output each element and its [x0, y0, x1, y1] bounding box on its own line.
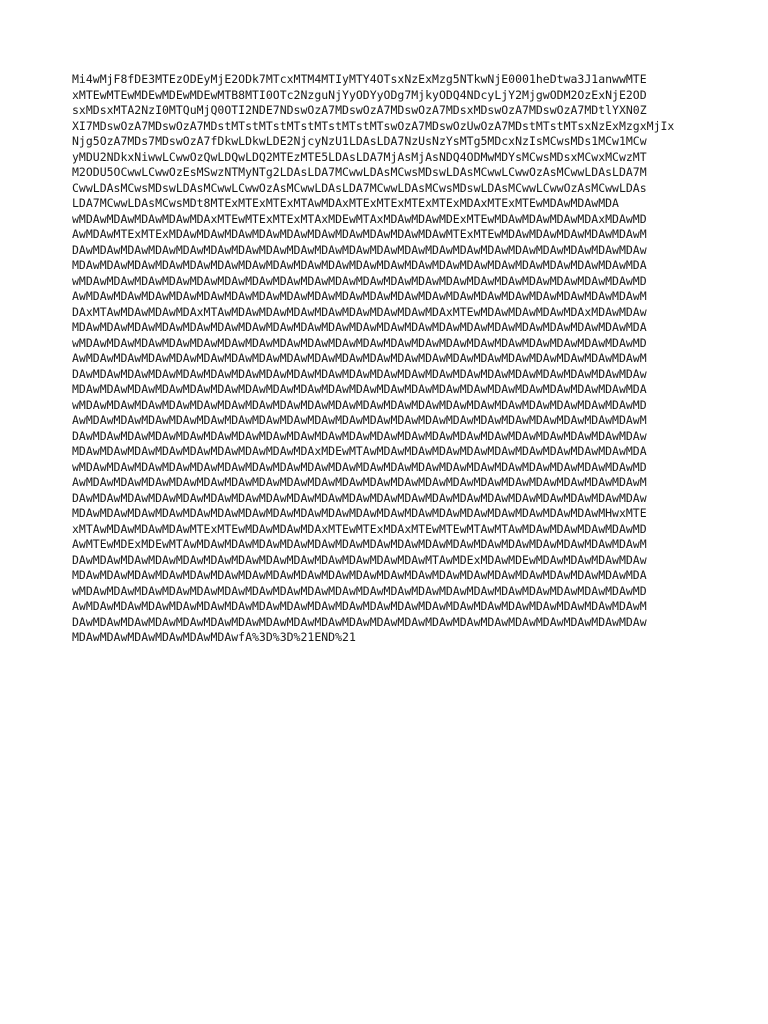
text-line: MDAwMDAwMDAwMDAwMDAwMDAwfA%3D%3D%21END%21 [72, 630, 356, 644]
text-line: AwMDAwMDAwMDAwMDAwMDAwMDAwMDAwMDAwMDAwMDAwMDAwMDAwMDAwMDAwMDAwMDAwMDAwMDAwMDAwMDAwM [72, 289, 647, 303]
text-line: wMDAwMDAwMDAwMDAwMDAxMTEwMTExMTExMTAxMDEwMTAxMDAwMDAwMDExMTEwMDAwMDAwMDAwMDAxMDAwMD [72, 211, 647, 226]
text-line: AwMDAwMDAwMDAwMDAwMDAwMDAwMDAwMDAwMDAwMDAwMDAwMDAwMDAwMDAwMDAwMDAwMDAwMDAwMDAwMDAwM [72, 413, 647, 427]
text-line: xMTEwMTEwMDEwMDEwMDEwMTB8MTI0OTc2NzguNjYyODYyODg7MjkyODQ4NDcyLjY2MjgwODM2OzExNjE2OD [72, 87, 647, 102]
encoded-text-block [72, 72, 700, 646]
text-line: yMDU2NDkxNiwwLCwwOzQwLDQwLDQ2MTEzMTE5LDAsLDA7MjAsMjAsNDQ4ODMwMDYsMCwsMDsxMCwxMCwzMT [72, 149, 647, 164]
text-line: Njg5OzA7MDs7MDswOzA7fDkwLDkwLDE2NjcyNzU1LDAsLDA7NzUsNzYsMTg5MDcxNzIsMCwsMDs1MCw1MCw [72, 134, 647, 148]
text-line: AwMTEwMDExMDEwMTAwMDAwMDAwMDAwMDAwMDAwMDAwMDAwMDAwMDAwMDAwMDAwMDAwMDAwMDAwMDAwMDAwM [72, 537, 647, 551]
text-line: MDAwMDAwMDAwMDAwMDAwMDAwMDAwMDAwMDAwMDAwMDAwMDAwMDAwMDAwMDAwMDAwMDAwMDAwMDAwMDAwMDA [72, 320, 647, 334]
text-line: wMDAwMDAwMDAwMDAwMDAwMDAwMDAwMDAwMDAwMDAwMDAwMDAwMDAwMDAwMDAwMDAwMDAwMDAwMDAwMDAwMD [72, 459, 647, 474]
text-line: MDAwMDAwMDAwMDAwMDAwMDAwMDAwMDAwMDAwMDAwMDAwMDAwMDAwMDAwMDAwMDAwMDAwMDAwMDAwMDAwMDA [72, 382, 647, 396]
text-line: DAwMDAwMDAwMDAwMDAwMDAwMDAwMDAwMDAwMDAwMDAwMDAwMDAwMTAwMDExMDAwMDEwMDAwMDAwMDAwMDAw [72, 552, 647, 567]
text-line: DAxMTAwMDAwMDAwMDAxMTAwMDAwMDAwMDAwMDAwMDAwMDAwMDAwMDAxMTEwMDAwMDAwMDAwMDAxMDAwMDAw [72, 304, 647, 319]
text-line: DAwMDAwMDAwMDAwMDAwMDAwMDAwMDAwMDAwMDAwMDAwMDAwMDAwMDAwMDAwMDAwMDAwMDAwMDAwMDAwMDAw [72, 428, 647, 443]
text-line: wMDAwMDAwMDAwMDAwMDAwMDAwMDAwMDAwMDAwMDAwMDAwMDAwMDAwMDAwMDAwMDAwMDAwMDAwMDAwMDAwMD [72, 335, 647, 350]
text-line: DAwMDAwMDAwMDAwMDAwMDAwMDAwMDAwMDAwMDAwMDAwMDAwMDAwMDAwMDAwMDAwMDAwMDAwMDAwMDAwMDAw [72, 614, 647, 629]
text-line: DAwMDAwMDAwMDAwMDAwMDAwMDAwMDAwMDAwMDAwMDAwMDAwMDAwMDAwMDAwMDAwMDAwMDAwMDAwMDAwMDAw [72, 366, 647, 381]
text-line: M2ODU5OCwwLCwwOzEsMSwzNTMyNTg2LDAsLDA7MCwwLDAsMCwsMDswLDAsMCwwLCwwOzAsMCwwLDAsLDA7M [72, 165, 647, 179]
text-line: wMDAwMDAwMDAwMDAwMDAwMDAwMDAwMDAwMDAwMDAwMDAwMDAwMDAwMDAwMDAwMDAwMDAwMDAwMDAwMDAwMD [72, 583, 647, 598]
text-line: AwMDAwMTExMTExMDAwMDAwMDAwMDAwMDAwMDAwMDAwMDAwMDAwMDAwMTExMTEwMDAwMDAwMDAwMDAwMDAwM [72, 227, 647, 241]
text-line: AwMDAwMDAwMDAwMDAwMDAwMDAwMDAwMDAwMDAwMDAwMDAwMDAwMDAwMDAwMDAwMDAwMDAwMDAwMDAwMDAwM [72, 599, 647, 613]
text-line: wMDAwMDAwMDAwMDAwMDAwMDAwMDAwMDAwMDAwMDAwMDAwMDAwMDAwMDAwMDAwMDAwMDAwMDAwMDAwMDAwMD [72, 397, 647, 412]
text-line: AwMDAwMDAwMDAwMDAwMDAwMDAwMDAwMDAwMDAwMDAwMDAwMDAwMDAwMDAwMDAwMDAwMDAwMDAwMDAwMDAwM [72, 351, 647, 365]
text-line: MDAwMDAwMDAwMDAwMDAwMDAwMDAwMDAwMDAwMDAwMDAwMDAwMDAwMDAwMDAwMDAwMDAwMDAwMDAwMDAwMDA [72, 568, 647, 582]
text-line: wMDAwMDAwMDAwMDAwMDAwMDAwMDAwMDAwMDAwMDAwMDAwMDAwMDAwMDAwMDAwMDAwMDAwMDAwMDAwMDAwMD [72, 273, 647, 288]
text-line: DAwMDAwMDAwMDAwMDAwMDAwMDAwMDAwMDAwMDAwMDAwMDAwMDAwMDAwMDAwMDAwMDAwMDAwMDAwMDAwMDAw [72, 490, 647, 505]
text-line: sxMDsxMTA2NzI0MTQuMjQ0OTI2NDE7NDswOzA7MDswOzA7MDswOzA7MDsxMDswOzA7MDswOzA7MDtlYXN0Z [72, 103, 647, 117]
text-line: xMTAwMDAwMDAwMDAwMTExMTEwMDAwMDAwMDAxMTEwMTExMDAxMTEwMTEwMTAwMTAwMDAwMDAwMDAwMDAwMD [72, 521, 647, 536]
text-line: LDA7MCwwLDAsMCwsMDt8MTExMTExMTExMTAwMDAxMTExMTExMTExMTExMDAxMTExMTEwMDAwMDAwMDA [72, 196, 619, 210]
text-line: CwwLDAsMCwsMDswLDAsMCwwLCwwOzAsMCwwLDAsLDA7MCwwLDAsMCwsMDswLDAsMCwwLCwwOzAsMCwwLDAs [72, 180, 647, 195]
text-line: DAwMDAwMDAwMDAwMDAwMDAwMDAwMDAwMDAwMDAwMDAwMDAwMDAwMDAwMDAwMDAwMDAwMDAwMDAwMDAwMDAw [72, 242, 647, 257]
text-line: XI7MDswOzA7MDswOzA7MDstMTstMTstMTstMTstMTstMTswOzA7MDswOzUwOzA7MDstMTstMTsxNzExMzgxMjIx [72, 118, 675, 133]
text-line: MDAwMDAwMDAwMDAwMDAwMDAwMDAwMDAwMDAwMDAwMDAwMDAwMDAwMDAwMDAwMDAwMDAwMDAwMDAwMDAwMDA [72, 258, 647, 272]
text-line: AwMDAwMDAwMDAwMDAwMDAwMDAwMDAwMDAwMDAwMDAwMDAwMDAwMDAwMDAwMDAwMDAwMDAwMDAwMDAwMDAwM [72, 475, 647, 489]
text-line: MDAwMDAwMDAwMDAwMDAwMDAwMDAwMDAwMDAwMDAwMDAwMDAwMDAwMDAwMDAwMDAwMDAwMDAwMDAwMHwxMTE [72, 506, 647, 520]
text-line: MDAwMDAwMDAwMDAwMDAwMDAwMDAwMDAwMDAxMDEwMTAwMDAwMDAwMDAwMDAwMDAwMDAwMDAwMDAwMDAwMDA [72, 444, 647, 458]
text-line: Mi4wMjF8fDE3MTEzODEyMjE2ODk7MTcxMTM4MTIyMTY4OTsxNzExMzg5NTkwNjE0001heDtwa3J1anwwMTE [72, 72, 647, 86]
